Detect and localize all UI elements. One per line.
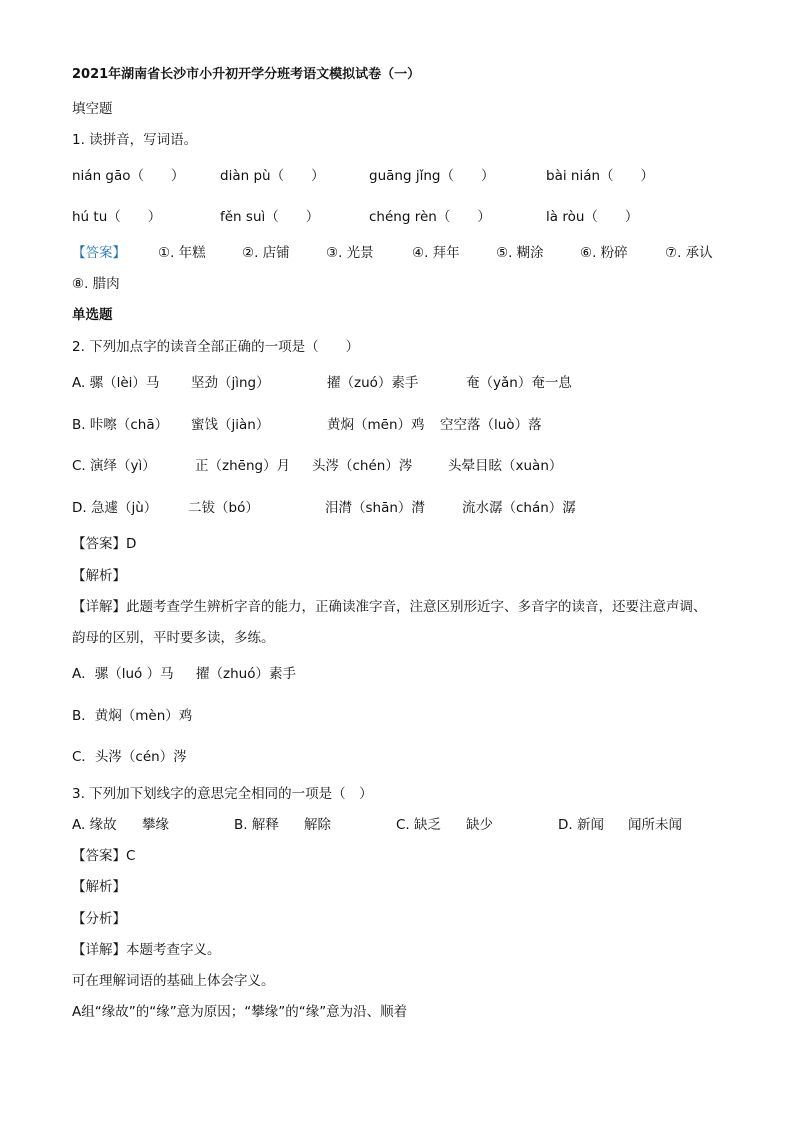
question-2-stem: 2. 下列加点字的读音全部正确的一项是（ ） <box>72 339 360 355</box>
answer-item: ②. 店铺 <box>242 245 290 261</box>
q3-option-d-word: 闻所未闻 <box>628 817 682 833</box>
analysis-label: 【解析】 <box>72 879 126 895</box>
option-a-4: 奄（yǎn）奄一息 <box>466 375 572 391</box>
analysis-label: 【解析】 <box>72 568 126 584</box>
section-fill-blank: 填空题 <box>72 101 113 117</box>
option-d-2: 二钹（bó） <box>188 500 259 516</box>
detail-line: 【详解】此题考查学生辨析字音的能力，正确读准字音，注意区别形近字、多音字的读音，还要注意声调、 <box>72 599 707 615</box>
fenxi-label: 【分析】 <box>72 911 126 927</box>
option-d-1: D. 急遽（jù） <box>72 500 158 516</box>
option-b-4: 空空落（luò）落 <box>440 417 542 433</box>
answer-item: ⑥. 粉碎 <box>580 245 628 261</box>
answer-label: 【答案】 <box>72 245 126 261</box>
pinyin-item: diàn pù（ ） <box>220 168 325 184</box>
answer-item: ⑧. 腊肉 <box>72 276 120 292</box>
option-c-4: 头晕目眩（xuàn） <box>448 458 563 474</box>
question-1-stem: 1. 读拼音，写词语。 <box>72 132 198 148</box>
option-c-2: 正（zhēng）月 <box>195 458 291 474</box>
option-b-3: 黄焖（mēn）鸡 <box>327 417 425 433</box>
correction-a-1: A．骡（luó ）马 <box>72 666 174 682</box>
answer-item: ①. 年糕 <box>158 245 206 261</box>
option-d-3: 泪潸（shān）潸 <box>325 500 425 516</box>
option-b-2: 蜜饯（jiàn） <box>191 417 270 433</box>
option-a-2: 坚劲（jìng） <box>191 375 270 391</box>
detail-line: 韵母的区别，平时要多读，多练。 <box>72 630 275 646</box>
correction-a-2: 擢（zhuó）素手 <box>196 666 296 682</box>
q3-option-c-word: 缺少 <box>466 817 493 833</box>
pinyin-item: hú tu（ ） <box>72 209 162 225</box>
option-a-3: 擢（zuó）素手 <box>327 375 419 391</box>
correction-b: B．黄焖（mèn）鸡 <box>72 708 193 724</box>
group-a-explanation: A组“缘故”的“缘”意为原因；“攀缘”的“缘”意为沿、顺着 <box>72 1004 408 1020</box>
option-b-1: B. 咔嚓（chā） <box>72 417 169 433</box>
answer-item: ⑦. 承认 <box>665 245 713 261</box>
pinyin-item: guāng jǐng（ ） <box>369 168 495 184</box>
q3-option-b-word: 解除 <box>304 817 331 833</box>
answer-q3: 【答案】C <box>72 848 136 864</box>
correction-c: C．头涔（cén）涔 <box>72 749 187 765</box>
question-3-stem: 3. 下列加下划线字的意思完全相同的一项是（ ） <box>72 786 373 802</box>
pinyin-item: bài nián（ ） <box>546 168 655 184</box>
q3-option-c: C. 缺乏 <box>396 817 442 833</box>
pinyin-item: nián gāo（ ） <box>72 168 185 184</box>
pinyin-item: là ròu（ ） <box>546 209 639 225</box>
pinyin-item: chéng rèn（ ） <box>369 209 491 225</box>
option-c-3: 头涔（chén）涔 <box>312 458 413 474</box>
q3-option-b: B. 解释 <box>234 817 279 833</box>
detail-line: 【详解】本题考查字义。 <box>72 942 221 958</box>
q3-option-d: D. 新闻 <box>558 817 604 833</box>
answer-item: ④. 拜年 <box>412 245 460 261</box>
q3-option-a-word: 攀缘 <box>142 817 169 833</box>
exam-title: 2021年湖南省长沙市小升初开学分班考语文模拟试卷（一） <box>72 67 421 82</box>
answer-item: ③. 光景 <box>326 245 374 261</box>
option-d-4: 流水潺（chán）潺 <box>462 500 576 516</box>
q3-option-a: A. 缘故 <box>72 817 117 833</box>
note-line: 可在理解词语的基础上体会字义。 <box>72 973 275 989</box>
pinyin-item: fěn suì（ ） <box>220 209 320 225</box>
option-a-1: A. 骡（lèi）马 <box>72 375 160 391</box>
answer-item: ⑤. 糊涂 <box>496 245 544 261</box>
answer-q2: 【答案】D <box>72 536 137 552</box>
option-c-1: C. 演绎（yì） <box>72 458 156 474</box>
section-single-choice: 单选题 <box>72 307 113 323</box>
